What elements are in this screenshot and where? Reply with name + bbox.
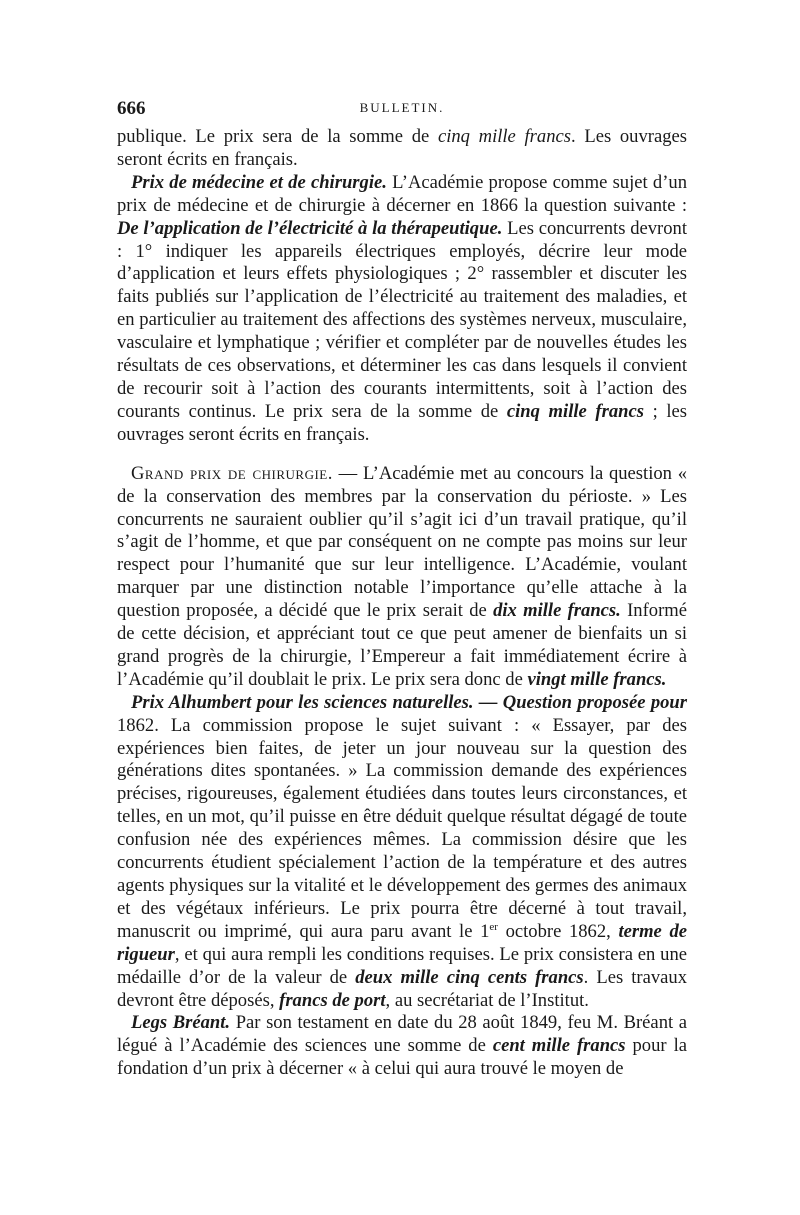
paragraph-4: Prix Alhumbert pour les sciences naturelles. — Question proposée pour 1862. La commission propose le sujet suivant : « Essayer, par des expériences bien faites, de jeter un jour nouveau sur la question des générations dites spontanées. » La commission demande des expériences précises, rigoureuses, également étudiées dans toutes leurs circonstances, et telles, en un mot, qu’il puisse en être déduit quelque résultat dégagé de toute confusion née des expériences mêmes. La commission désire que les concurrents étudient spécialement l’action de la température et des autres agents physiques sur la vitalité et le développement des germes des animaux et des végétaux inférieurs. Le prix pourra être décerné à tout travail, manuscrit ou imprimé, qui aura paru avant le 1er octobre 1862, terme de rigueur, et qui aura rempli les conditions requises. Le prix consistera en une médaille d’or de la valeur de deux mille cinq cents francs. Les travaux devront être déposés, francs de port, au secrétariat de l’Institut. xyxy=(117,691,688,1011)
section-title: Prix de médecine et de chirurgie. xyxy=(131,171,387,193)
running-head: BULLETIN. xyxy=(359,100,445,115)
section-title: Legs Bréant. xyxy=(131,1012,231,1034)
paragraph-1: publique. Le prix sera de la somme de cinq mille francs. Les ouvrages seront écrits en français. xyxy=(117,126,687,170)
body-text xyxy=(117,126,687,1081)
book-page xyxy=(117,98,687,1081)
section-title: Prix Alhumbert pour les sciences naturelles. — Question proposée pour xyxy=(131,691,687,713)
paragraph-2: Prix de médecine et de chirurgie. L’Académie propose comme sujet d’un prix de médecine et de chirurgie à décerner en 1866 la question suivante : De l’application de l’électricité à la thérapeutique. Les concurrents devront : 1° indiquer les appareils électriques employés, décrire leur mode d’application et leurs effets physiologiques ; 2° rassembler et discuter les faits publiés sur l’application de l’électricité au traitement des maladies, et en particulier au traitement des affections des systèmes nerveux, musculaire, vasculaire et lymphatique ; vérifier et compléter par de nouvelles études les résultats de ces observations, et déterminer les cas dans lesquels il convient de recourir soit à l’action des courants intermittents, soit à l’action des courants continus. Le prix sera de la somme de cinq mille francs ; les ouvrages seront écrits en français. xyxy=(117,171,687,445)
paragraph-5: Legs Bréant. Par son testament en date du 28 août 1849, feu M. Bréant a légué à l’Académie des sciences une somme de cent mille francs pour la fondation d’un prix à décerner « à celui qui aura trouvé le moyen de xyxy=(117,1012,688,1080)
page-number: 666 xyxy=(117,98,146,119)
page-header xyxy=(117,98,687,120)
section-title: Grand prix de chirurgie. xyxy=(131,462,333,484)
paragraph-3: Grand prix de chirurgie. — L’Académie met au concours la question « de la conservation des membres par la conservation du périoste. » Les concurrents ne sauraient oublier qu’il s’agit ici d’un travail pratique, qu’il s’agit de l’homme, et que par conséquent on ne compte pas moins sur leur respect pour l’humanité que sur leur intelligence. L’Académie, voulant marquer par une distinction notable l’importance qu’elle attache à la question proposée, a décidé que le prix serait de dix mille francs. Informé de cette décision, et appréciant tout ce que peut amener de bienfaits un si grand progrès de la chirurgie, l’Empereur a fait immédiatement écrire à l’Académie qu’il doublait le prix. Le prix sera donc de vingt mille francs. xyxy=(117,462,687,690)
